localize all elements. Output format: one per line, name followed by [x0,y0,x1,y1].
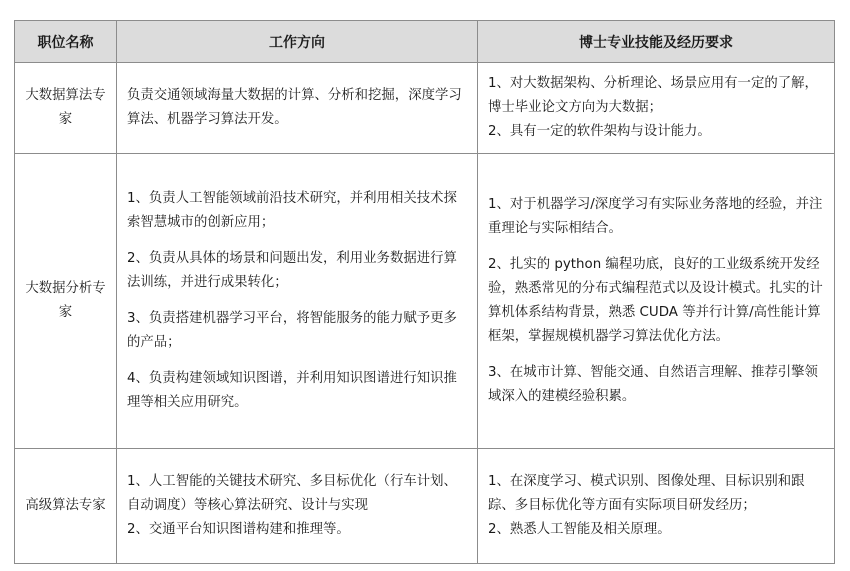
job-requirements-table [14,20,835,564]
header-position: 职位名称 [15,21,117,63]
requirement-item: 2、扎实的 python 编程功底，良好的工业级系统开发经验，熟悉常见的分布式编程范式以及设计模式。扎实的计算机体系结构背景，熟悉 CUDA 等并行计算/高性能计算框架，掌握规模机器学习算法优化方法。 [488,257,823,344]
direction-cell [117,449,478,564]
requirements-cell [478,63,835,154]
requirement-item: 1、对大数据架构、分析理论、场景应用有一定的了解，博士毕业论文方向为大数据； [488,76,818,115]
direction-cell [117,63,478,154]
requirement-item: 1、在深度学习、模式识别、图像处理、目标识别和跟踪、多目标优化等方面有实际项目研发经历； [488,474,805,513]
table-row [15,63,835,154]
direction-text: 负责交通领域海量大数据的计算、分析和挖掘，深度学习算法、机器学习算法开发。 [127,88,462,127]
table-header-row [15,21,835,63]
direction-item: 1、负责人工智能领域前沿技术研究，并利用相关技术探索智慧城市的创新应用； [127,191,457,230]
direction-item: 3、负责搭建机器学习平台，将智能服务的能力赋予更多的产品； [127,311,457,350]
direction-item: 2、交通平台知识图谱构建和推理等。 [127,522,350,537]
requirements-cell [478,449,835,564]
job-table-container [14,20,835,564]
table-row [15,154,835,449]
requirement-item: 2、具有一定的软件架构与设计能力。 [488,124,711,139]
position-cell: 大数据算法专家 [15,63,117,154]
direction-item: 4、负责构建领域知识图谱，并利用知识图谱进行知识推理等相关应用研究。 [127,371,457,410]
direction-item: 1、人工智能的关键技术研究、多目标优化（行车计划、自动调度）等核心算法研究、设计与实现 [127,474,457,513]
header-requirements: 博士专业技能及经历要求 [478,21,835,63]
direction-item: 2、负责从具体的场景和问题出发，利用业务数据进行算法训练，并进行成果转化； [127,251,457,290]
position-cell: 高级算法专家 [15,449,117,564]
direction-cell [117,154,478,449]
requirement-item: 1、对于机器学习/深度学习有实际业务落地的经验，并注重理论与实际相结合。 [488,197,823,236]
table-row [15,449,835,564]
position-cell: 大数据分析专家 [15,154,117,449]
requirement-item: 2、熟悉人工智能及相关原理。 [488,522,671,537]
header-direction: 工作方向 [117,21,478,63]
requirement-item: 3、在城市计算、智能交通、自然语言理解、推荐引擎领域深入的建模经验积累。 [488,365,818,404]
requirements-cell [478,154,835,449]
